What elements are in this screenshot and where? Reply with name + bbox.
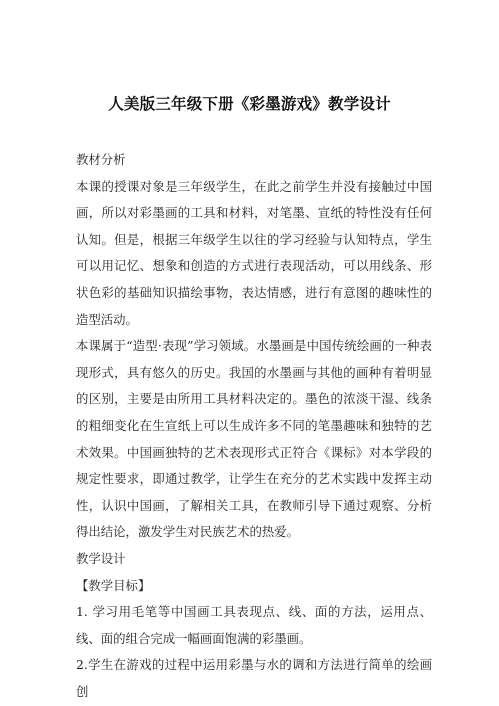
document-title: 人美版三年级下册《彩墨游戏》教学设计 bbox=[108, 95, 391, 113]
document-body bbox=[76, 147, 432, 705]
subheading-teaching-goals: 【教学目标】 bbox=[76, 577, 151, 593]
goal-item-2: 2.学生在游戏的过程中运用彩墨与水的调和方法进行简单的绘画创 bbox=[76, 657, 432, 699]
paragraph-domain: 本课属于“造型·表现”学习领域。水墨画是中国传统绘画的一种表现形式，具有悠久的历史。我国的水墨画与其他的画种有着明显的区别，主要是由所用工具材料决定的。墨色的浓淡干湿、线条的粗细变化在生宣纸上可以生成许多不同的笔墨趣味和独特的艺术效果。中国画独特的艺术表现形式正符合《课标》对本学段的规定性要求，即通过教学，让学生在充分的艺术实践中发挥主动性，认识中国画，了解相关工具，在教师引导下通过观察、分析得出结论，激发学生对民族艺术的热爱。 bbox=[76, 338, 432, 540]
section-heading-teaching-design: 教学设计 bbox=[76, 550, 126, 566]
paragraph-students: 本课的授课对象是三年级学生，在此之前学生并没有接触过中国画，所以对彩墨画的工具和材料，对笔墨、宣纸的特性没有任何认知。但是，根据三年级学生以往的学习经验与认知特点，学生可以用记忆、想象和创造的方式进行表现活动，可以用线条、形状色彩的基础知识描绘事物，表达情感，进行有意图的趣味性的造型活动。 bbox=[76, 178, 432, 327]
section-heading-textbook-analysis: 教材分析 bbox=[76, 152, 126, 167]
goal-item-1: 1. 学习用毛笔等中国画工具表现点、线、面的方法，运用点、线、面的组合完成一幅画面饱满的彩墨画。 bbox=[76, 604, 432, 646]
